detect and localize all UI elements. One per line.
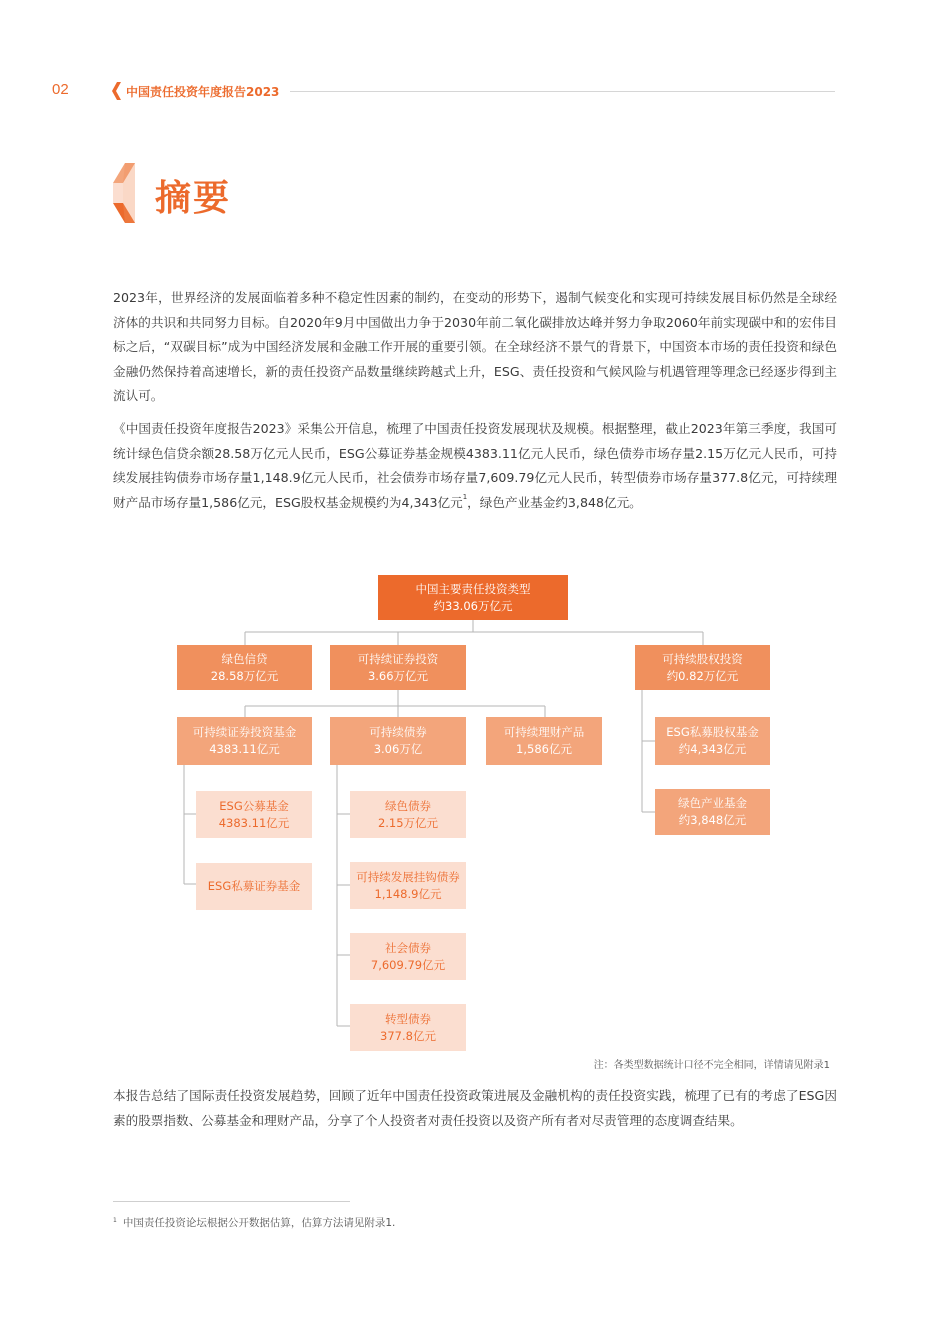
node-label: 可持续股权投资 <box>662 651 743 666</box>
chart-node-sustainable-bonds <box>330 717 466 765</box>
node-label: 绿色信贷 <box>221 651 268 666</box>
node-label: ESG私募证券基金 <box>207 879 301 893</box>
node-label: 可持续证券投资 <box>357 651 439 666</box>
chart-node-esg-private-equity <box>655 717 770 765</box>
chart-node-sll-bonds <box>350 862 466 909</box>
footnote <box>113 1215 395 1230</box>
node-label: 社会债券 <box>385 940 431 955</box>
section-title: 摘要 <box>155 178 232 219</box>
node-value: 3.06万亿 <box>373 742 423 756</box>
node-value: 约4,343亿元 <box>678 742 747 756</box>
page-number: 02 <box>52 81 69 98</box>
node-value: 2.15万亿元 <box>377 815 439 830</box>
node-value: 4383.11亿元 <box>218 815 290 830</box>
footnote-divider <box>113 1201 350 1202</box>
node-label: 可持续债券 <box>369 725 427 739</box>
footnote-text: 中国责任投资论坛根据公开数据估算，估算方法请见附录1. <box>122 1217 396 1229</box>
node-label: ESG公募基金 <box>219 798 289 813</box>
node-value: 3.66万亿元 <box>367 668 429 683</box>
chart-node-sustainable-equity <box>635 645 770 690</box>
node-label: 可持续发展挂钩债券 <box>356 869 460 884</box>
chart-node-green-credit <box>177 645 312 690</box>
node-value: 28.58万亿元 <box>210 668 279 683</box>
chart-node-social-bonds <box>350 933 466 980</box>
node-value: 7,609.79亿元 <box>370 957 446 972</box>
node-label: 转型债券 <box>385 1011 431 1026</box>
node-value: 约33.06万亿元 <box>433 598 513 613</box>
intro-paragraph: 2023年，世界经济的发展面临着多种不稳定性因素的制约，在变动的形势下，遏制气候变化和实现可持续发展目标仍然是全球经济体的共识和共同努力目标。自2020年9月中国做出力争于2030年前二氧化碳排放达峰并努力争取2060年前实现碳中和的宏伟目标之后，“双碳目标”成为中国经济发展和金融工作开展的重要引领。在全球经济不景气的背景下，中国资本市场的责任投资和绿色金融仍然保持着高速增长，新的责任投资产品数量继续跨越式上升，ESG、责任投资和气候风险与机遇管理等理念已经逐步得到主流认可。 <box>113 290 837 403</box>
scale-paragraph-tail: ，绿色产业基金约3,848亿元。 <box>467 494 642 510</box>
chart-node-green-industry-fund <box>655 789 770 835</box>
node-label: ESG私募股权基金 <box>666 725 759 739</box>
chart-node-green-bonds <box>350 791 466 838</box>
chart-node-esg-public-fund <box>196 791 312 838</box>
chart-node-root <box>378 575 568 620</box>
node-label: 绿色产业基金 <box>678 796 747 810</box>
footnote-marker: 1 <box>113 1217 117 1224</box>
scale-paragraph-text: 《中国责任投资年度报告2023》采集公开信息，梳理了中国责任投资发展现状及规模。根据整理，截止2023年第三季度，我国可统计绿色信贷余额28.58万亿元人民币，ESG公募证券基金规模4383.11亿元人民币，绿色债券市场存量2.15万亿元人民币，可持续发展挂钩债券市场存量1,148.9亿元人民币，社会债券市场存量7,609.79亿元人民币，转型债券市场存量377.8亿元，可持续理财产品市场存量1,586亿元，ESG股权基金规模约为4,343亿元 <box>113 421 837 510</box>
header-divider <box>290 91 835 92</box>
chart-node-wealth-products <box>486 717 602 765</box>
footnote-ref[interactable]: 1 <box>462 492 468 501</box>
node-value: 1,586亿元 <box>516 742 572 756</box>
chart-node-sustainable-securities <box>330 645 466 690</box>
scale-paragraph <box>113 417 837 515</box>
chevron-icon <box>113 163 135 223</box>
node-value: 377.8亿元 <box>380 1028 436 1043</box>
summary-paragraph: 本报告总结了国际责任投资发展趋势，回顾了近年中国责任投资政策进展及金融机构的责任投资实践，梳理了已有的考虑了ESG因素的股票指数、公募基金和理财产品，分享了个人投资者对责任投资以及资产所有者对尽责管理的态度调查结果。 <box>113 1088 837 1128</box>
node-label: 绿色债券 <box>385 798 431 813</box>
node-value: 约0.82万亿元 <box>666 668 739 683</box>
chevron-icon <box>112 82 121 100</box>
chart-note: 注：各类型数据统计口径不完全相同，详情请见附录1 <box>593 1060 830 1071</box>
chart-node-transition-bonds <box>350 1004 466 1051</box>
node-value: 约3,848亿元 <box>678 813 747 827</box>
node-label: 可持续理财产品 <box>503 725 585 739</box>
node-label: 可持续证券投资基金 <box>192 725 297 739</box>
chart-node-esg-private-securities <box>196 863 312 910</box>
node-value: 4383.11亿元 <box>209 742 280 756</box>
chart-node-securities-funds <box>177 717 312 765</box>
report-title: 中国责任投资年度报告2023 <box>126 85 280 99</box>
node-label: 中国主要责任投资类型 <box>415 581 531 596</box>
node-value: 1,148.9亿元 <box>374 886 442 901</box>
